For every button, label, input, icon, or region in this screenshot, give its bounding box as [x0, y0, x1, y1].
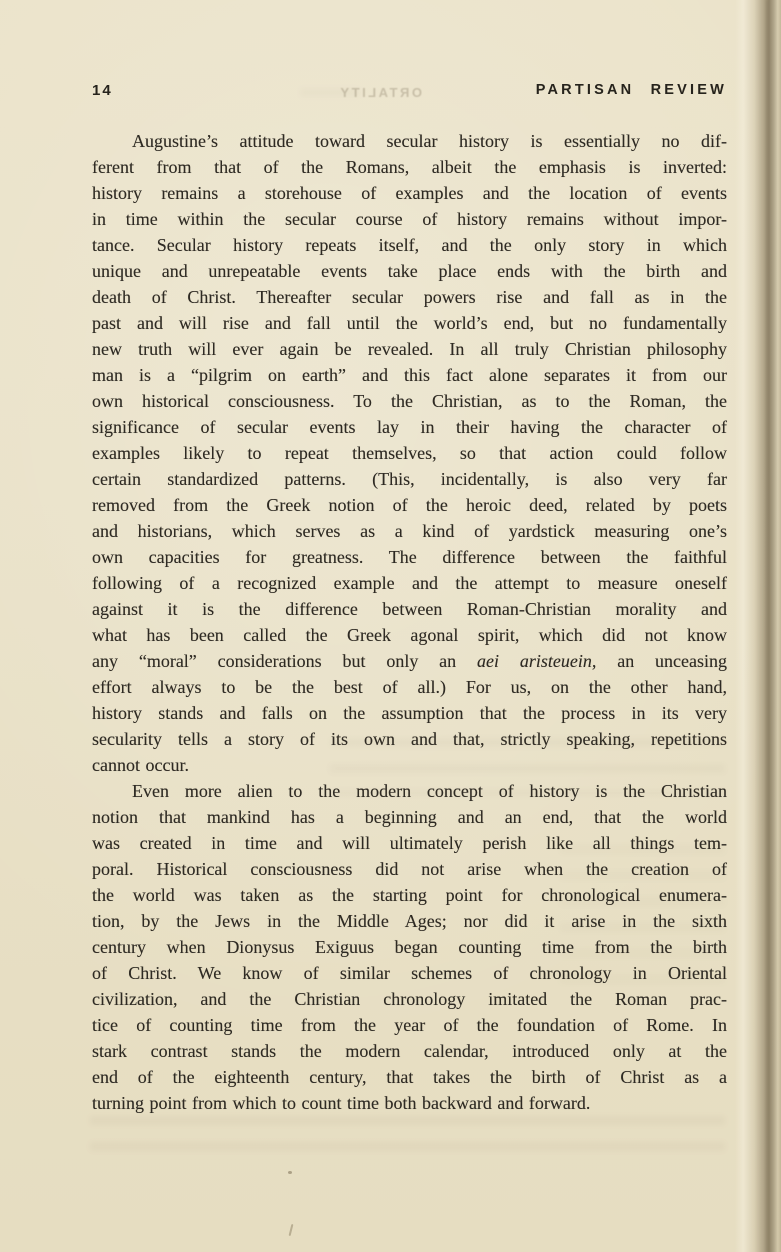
text-line: turning point from which to count time both backward and forward. — [92, 1093, 591, 1113]
text-line: man is a “pilgrim on earth” and this fact alone separates it from our — [92, 365, 727, 385]
text-line: following of a recognized example and the attempt to measure oneself — [92, 573, 727, 593]
text-line: end of the eighteenth century, that takes the birth of Christ as a — [92, 1067, 727, 1087]
text-line: civilization, and the Christian chronology imitated the Roman prac- — [92, 989, 727, 1009]
running-header — [92, 82, 727, 102]
text-line: history remains a storehouse of examples and the location of events — [92, 183, 727, 203]
bleed-through-smudge — [560, 845, 725, 995]
text-line: and historians, which serves as a kind of yardstick measuring one’s — [92, 521, 727, 541]
text-line: past and will rise and fall until the world’s end, but no fundamentally — [92, 313, 727, 333]
book-edge-shadow — [735, 0, 781, 1252]
text-line: new truth will ever again be revealed. In all truly Christian philosophy — [92, 339, 727, 359]
text-line: what has been called the Greek agonal spirit, which did not know — [92, 625, 727, 645]
text-line: own capacities for greatness. The difference between the faithful — [92, 547, 727, 567]
text-line: of Christ. We know of similar schemes of chronology in Oriental — [92, 963, 727, 983]
text-line: against it is the difference between Roman-Christian morality and — [92, 599, 727, 619]
text-line: tice of counting time from the year of the foundation of Rome. In — [92, 1015, 727, 1035]
text-segment: any “moral” considerations but only an — [92, 651, 478, 671]
text-line: history stands and falls on the assumption that the process in its very — [92, 703, 727, 723]
text-line: examples likely to repeat themselves, so that action could follow — [92, 443, 727, 463]
text-line: Even more alien to the modern concept of history is the Christian — [132, 781, 727, 801]
text-line: the world was taken as the starting point for chronological enumera- — [92, 885, 727, 905]
bleed-through-smudge — [90, 1116, 725, 1160]
page-number: 14 — [92, 82, 113, 99]
bleed-through-smudge — [330, 738, 725, 796]
text-segment: an unceasing — [596, 651, 728, 671]
text-line: significance of secular events lay in their having the character of — [92, 417, 727, 437]
bleed-through-header-text: ORTALITY — [338, 85, 423, 100]
text-line: ferent from that of the Romans, albeit the emphasis is inverted: — [92, 157, 727, 177]
text-line: secularity tells a story of its own and that, strictly speaking, repetitions — [92, 729, 727, 749]
text-line: stark contrast stands the modern calendar, introduced only at the — [92, 1041, 727, 1061]
text-line: notion that mankind has a beginning and an end, that the world — [92, 807, 727, 827]
text-line: century when Dionysus Exiguus began counting time from the birth — [92, 937, 727, 957]
text-line: removed from the Greek notion of the heroic deed, related by poets — [92, 495, 727, 515]
italic-phrase: aei aristeuein, — [477, 651, 597, 671]
text-line: unique and unrepeatable events take place ends with the birth and — [92, 261, 727, 281]
text-line: poral. Historical consciousness did not arise when the creation of — [92, 859, 727, 879]
text-line: death of Christ. Thereafter secular powers rise and fall as in the — [92, 287, 727, 307]
text-line: cannot occur. — [92, 755, 189, 775]
journal-title: PARTISAN REVIEW — [535, 82, 727, 98]
text-line — [92, 648, 727, 674]
text-line: Augustine’s attitude toward secular history is essentially no dif- — [132, 131, 727, 151]
text-line: effort always to be the best of all.) For us, on the other hand, — [92, 677, 727, 697]
text-line: tance. Secular history repeats itself, and the only story in which — [92, 235, 727, 255]
text-line: certain standardized patterns. (This, incidentally, is also very far — [92, 469, 727, 489]
scan-speck — [289, 1224, 294, 1236]
text-line: in time within the secular course of history remains without impor- — [92, 209, 727, 229]
text-line: was created in time and will ultimately perish like all things tem- — [92, 833, 727, 853]
text-line: own historical consciousness. To the Christian, as to the Roman, the — [92, 391, 727, 411]
text-line: tion, by the Jews in the Middle Ages; nor did it arise in the sixth — [92, 911, 727, 931]
scan-speck — [288, 1171, 292, 1174]
